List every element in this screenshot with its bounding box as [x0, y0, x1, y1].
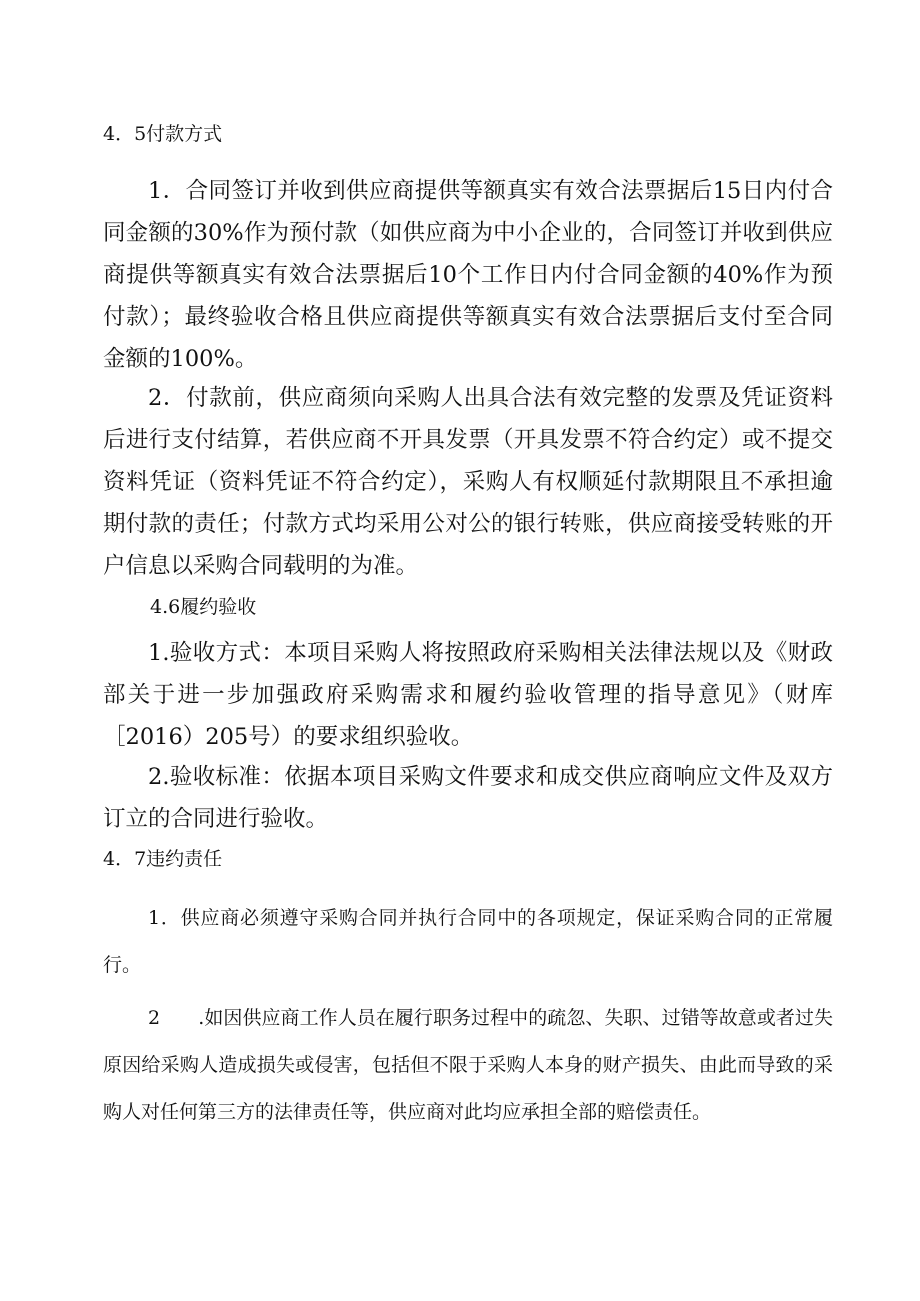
- liability-paragraph-1: 1．供应商必须遵守采购合同并执行合同中的各项规定，保证采购合同的正常履行。: [103, 907, 833, 976]
- payment-paragraph-1: 1．合同签订并收到供应商提供等额真实有效合法票据后15日内付合同金额的30%作为预付款（如供应商为中小企业的，合同签订并收到供应商提供等额真实有效合法票据后10个工作日内付合同金额的40%作为预付款）；最终验收合格且供应商提供等额真实有效合法票据后支付至合同金额的100%。: [103, 178, 833, 372]
- section-heading-liability: 4．7违约责任: [103, 848, 223, 870]
- payment-paragraph-2: 2．付款前，供应商须向采购人出具合法有效完整的发票及凭证资料后进行支付结算，若供应商不开具发票（开具发票不符合约定）或不提交资料凭证（资料凭证不符合约定），采购人有权顺延付款期限且不承担逾期付款的责任；付款方式均采用公对公的银行转账，供应商接受转账的开户信息以采购合同载明的为准。: [103, 385, 833, 579]
- section-heading-payment: 4．5付款方式: [103, 123, 223, 145]
- acceptance-paragraph-1: 1.验收方式：本项目采购人将按照政府采购相关法律法规以及《财政部关于进一步加强政府采购需求和履约验收管理的指导意见》（财库［2016）205号）的要求组织验收。: [103, 640, 833, 750]
- acceptance-paragraph-2: 2.验收标准：依据本项目采购文件要求和成交供应商响应文件及双方订立的合同进行验收。: [103, 764, 833, 832]
- section-heading-acceptance: 4.6履约验收: [150, 596, 257, 618]
- liability-paragraph-2: 2 .如因供应商工作人员在履行职务过程中的疏忽、失职、过错等故意或者过失原因给采购人造成损失或侵害，包括但不限于采购人本身的财产损失、由此而导致的采购人对任何第三方的法律责任等，供应商对此均应承担全部的赔偿责任。: [103, 1007, 833, 1123]
